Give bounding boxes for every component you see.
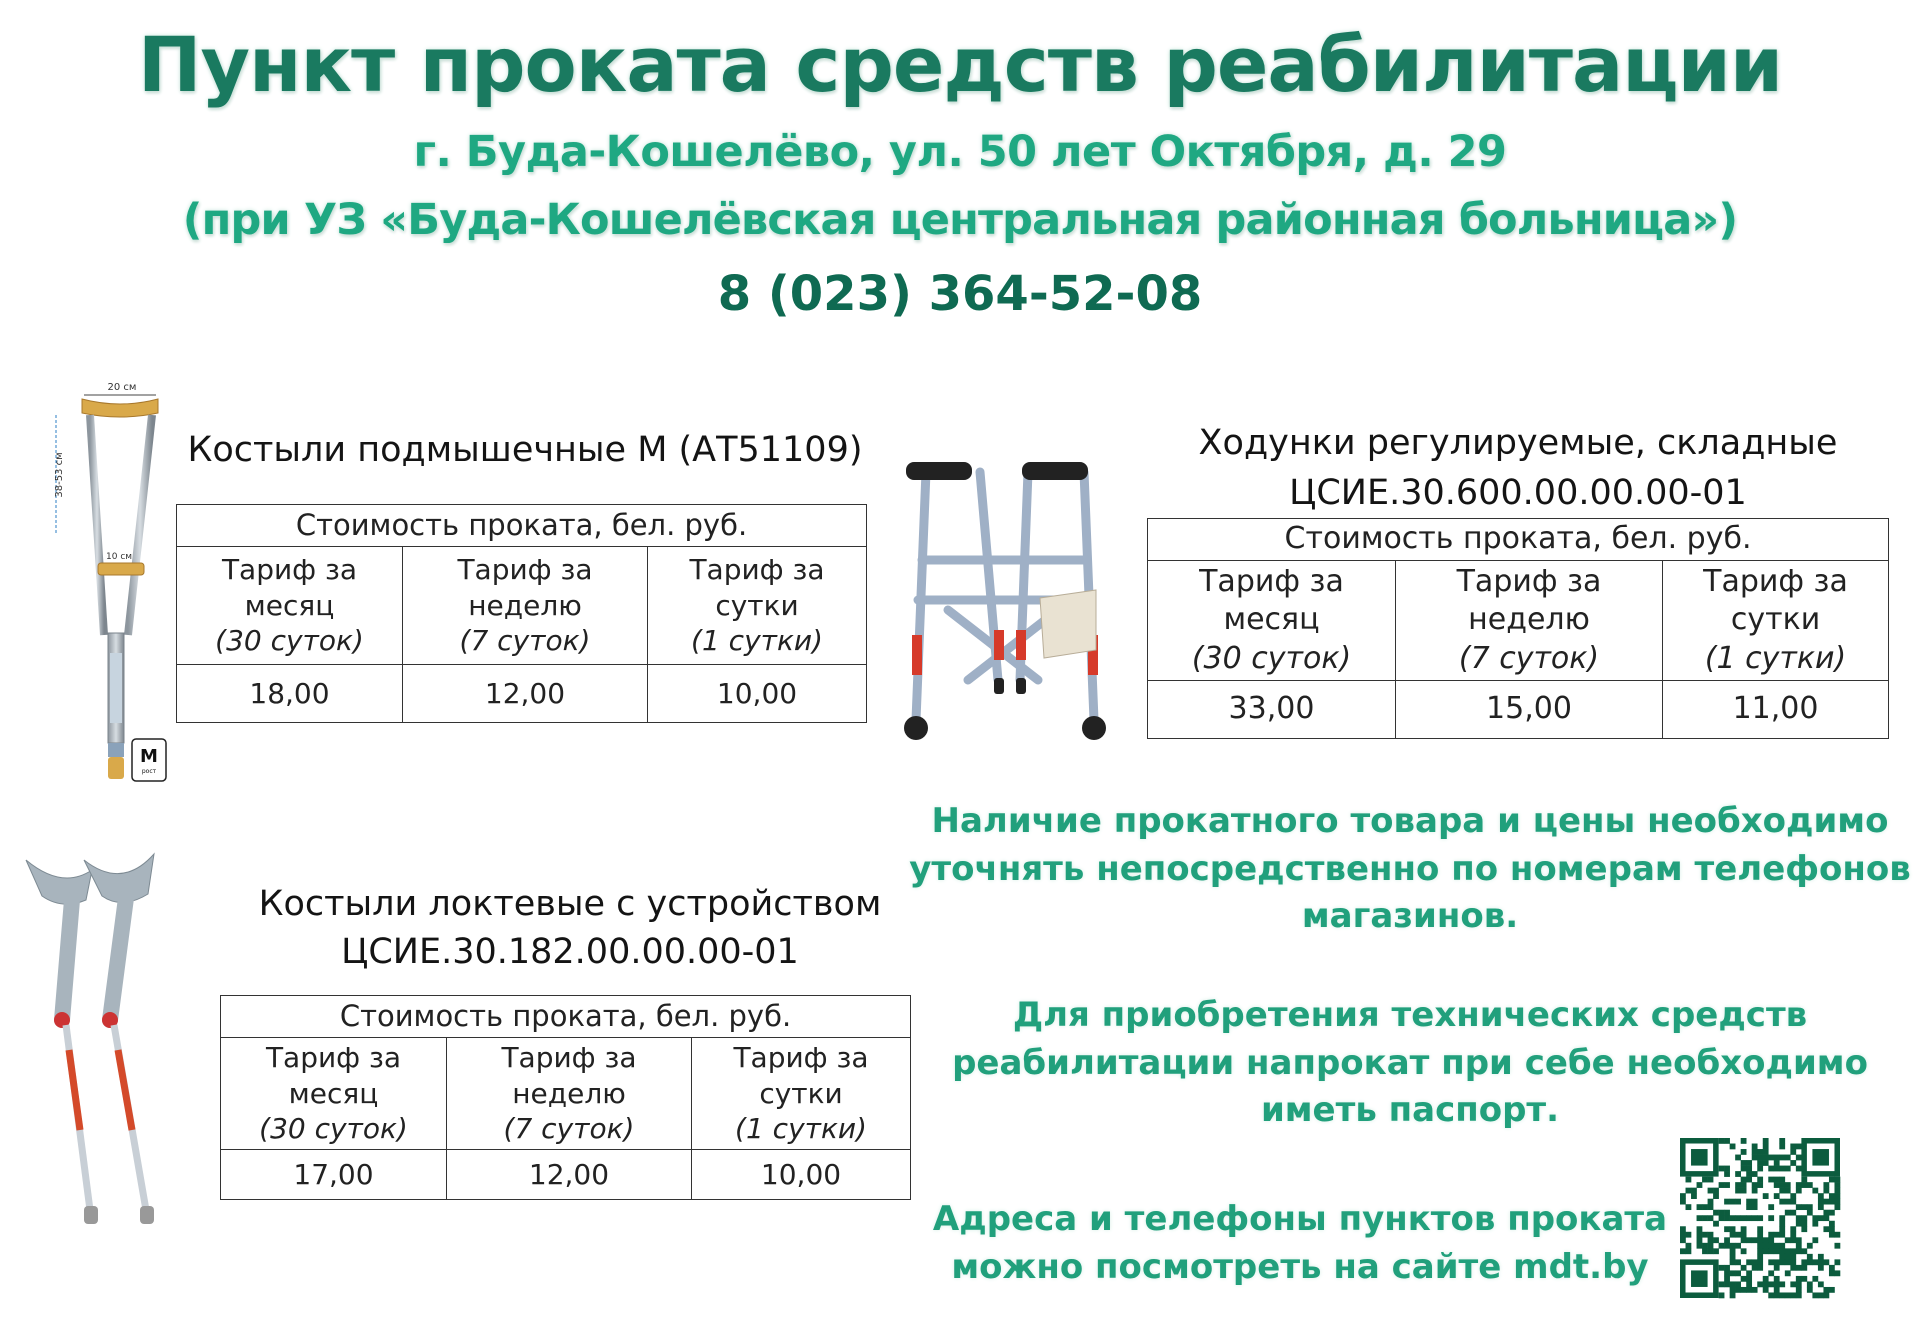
tariff-day-header: Тариф за сутки (1 сутки) [1663,561,1889,681]
forearm-crutches-icon [22,850,172,1240]
price-month: 17,00 [221,1150,447,1200]
price-day: 10,00 [648,665,867,723]
phone-number: 8 (023) 364-52-08 [717,266,1203,322]
price-table-caption: Стоимость проката, бел. руб. [221,996,911,1038]
product-title-line: Костыли подмышечные М (АТ51109) [187,430,863,470]
website-notice: Адреса и телефоны пунктов проката можно посмотреть на сайте mdt.by [932,1199,1668,1287]
product-code-line: ЦСИЕ.30.182.00.00.00-01 [341,932,799,972]
price-table-forearm-crutches [220,995,911,1200]
walker-icon [888,450,1128,750]
crutch-grip-label: 10 см [106,552,133,562]
passport-notice: Для приобретения технических средств реабилитации напрокат при себе необходимо иметь паспорт. [952,995,1868,1131]
institution-line: (при УЗ «Буда-Кошелёвская центральная районная больница») [182,195,1738,245]
size-badge-note: рост [141,768,157,775]
tariff-month-header: Тариф за месяц (30 суток) [1148,561,1396,681]
qr-finder-pattern [1683,1262,1716,1295]
product-title-line: Ходунки регулируемые, складные [1198,423,1838,463]
price-day: 11,00 [1663,681,1889,739]
tariff-month-header: Тариф за месяц (30 суток) [177,547,403,665]
price-table-axillary-crutch [176,504,867,723]
price-week: 15,00 [1396,681,1663,739]
product-title-axillary-crutch [180,428,870,474]
address-line: г. Буда-Кошелёво, ул. 50 лет Октября, д. 29 [413,127,1507,177]
product-title-walker [1148,418,1888,518]
tariff-week-header: Тариф за неделю (7 суток) [1396,561,1663,681]
crutch-width-label: 20 см [107,382,137,393]
crutch-height-label: 38-53 см [54,452,65,498]
product-title-forearm-crutches [230,880,910,976]
price-table-walker [1147,518,1889,739]
availability-notice: Наличие прокатного товара и цены необходимо уточнять непосредственно по номерам телефонов магазинов. [909,801,1911,937]
qr-code-icon [1680,1138,1840,1298]
size-badge: M [140,746,158,767]
page-title: Пункт проката средств реабилитации [137,20,1783,109]
tariff-day-header: Тариф за сутки (1 сутки) [692,1038,911,1150]
axillary-crutch-icon [40,375,170,795]
product-title-line: Костыли локтевые с устройством [258,884,882,924]
tariff-month-header: Тариф за месяц (30 суток) [221,1038,447,1150]
qr-finder-pattern [1683,1141,1716,1174]
price-week: 12,00 [447,1150,692,1200]
tariff-week-header: Тариф за неделю (7 суток) [403,547,648,665]
price-day: 10,00 [692,1150,911,1200]
tariff-week-header: Тариф за неделю (7 суток) [447,1038,692,1150]
price-week: 12,00 [403,665,648,723]
price-month: 33,00 [1148,681,1396,739]
price-table-caption: Стоимость проката, бел. руб. [177,505,867,547]
product-code-line: ЦСИЕ.30.600.00.00.00-01 [1289,473,1747,513]
qr-finder-pattern [1804,1141,1837,1174]
price-month: 18,00 [177,665,403,723]
tariff-day-header: Тариф за сутки (1 сутки) [648,547,867,665]
price-table-caption: Стоимость проката, бел. руб. [1148,519,1889,561]
